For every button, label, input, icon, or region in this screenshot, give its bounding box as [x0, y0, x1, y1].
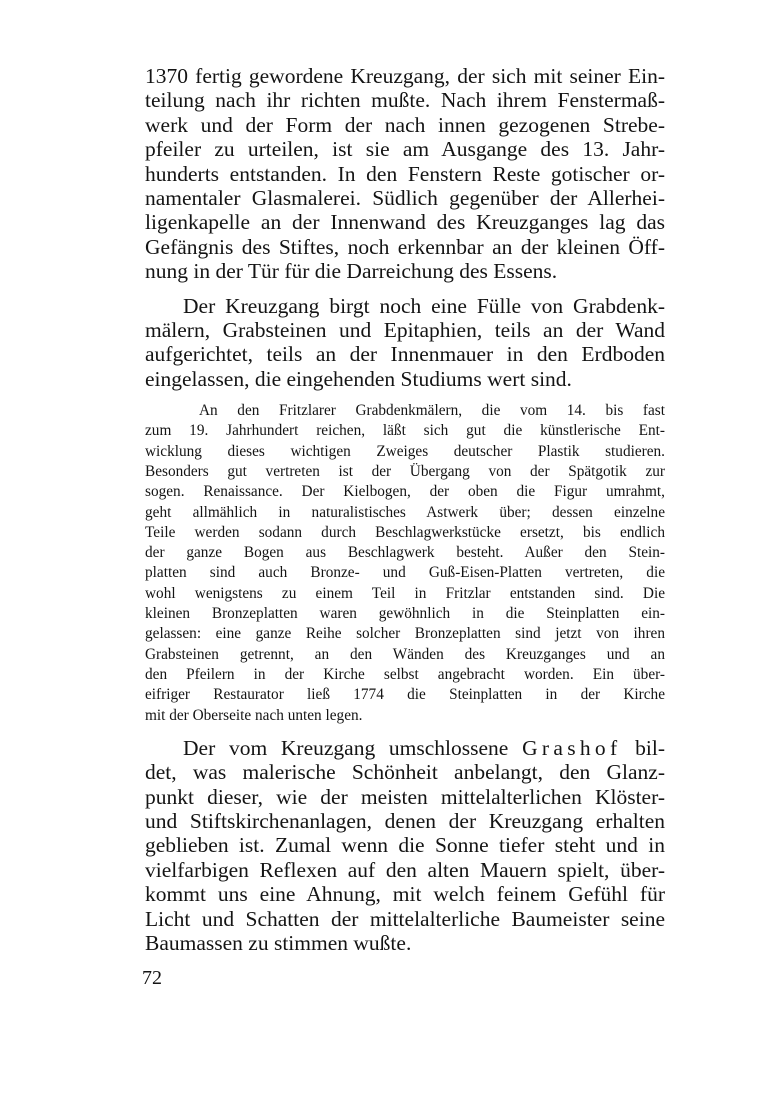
- text-line: hunderts entstanden. In den Fenstern Reste gotischer or-: [145, 161, 665, 186]
- note-line: platten sind auch Bronze- und Guß-Eisen-Platten vertreten, die: [145, 564, 665, 582]
- text-line: werk und der Form der nach innen gezogenen Strebe-: [145, 112, 665, 137]
- text-line: det, was malerische Schönheit anbelangt, den Glanz-: [145, 760, 665, 785]
- note-line: gelassen: eine ganze Reihe solcher Bronzeplatten sind jetzt von ihren: [145, 625, 665, 643]
- note-line: wicklung dieses wichtigen Zweiges deutscher Plastik studieren.: [145, 442, 665, 460]
- paragraph-cloister-continuation: [145, 64, 665, 284]
- text-line: kommt uns eine Ahnung, mit welch feinem Gefühl für: [145, 882, 665, 907]
- note-line: geht allmählich in naturalistisches Astwerk über; dessen einzelne: [145, 503, 665, 521]
- text-line: teilung nach ihr richten mußte. Nach ihrem Fenstermaß-: [145, 88, 665, 113]
- note-line: Besonders gut vertreten ist der Übergang von der Spätgotik zur: [145, 462, 665, 480]
- text-line: und Stiftskirchenanlagen, denen der Kreuzgang erhalten: [145, 809, 665, 833]
- text-line: Licht und Schatten der mittelalterliche Baumeister seine: [145, 906, 665, 931]
- text-line: Der Kreuzgang birgt noch eine Fülle von Grabdenk-: [183, 293, 665, 318]
- text-line: pfeiler zu urteilen, ist sie am Ausgange des 13. Jahr-: [145, 137, 665, 162]
- note-line: den Pfeilern in der Kirche selbst angebracht worden. Ein über-: [145, 665, 665, 683]
- text-line: Gefängnis des Stiftes, noch erkennbar an der kleinen Öff-: [145, 234, 665, 259]
- text-line: eingelassen, die eingehenden Studiums wert sind.: [145, 366, 572, 391]
- note-grave-monuments: [145, 401, 665, 726]
- text-line: mälern, Grabsteinen und Epitaphien, teils an der Wand: [145, 317, 665, 342]
- text-line: vielfarbigen Reflexen auf den alten Mauern spielt, über-: [145, 857, 665, 882]
- text-line: ligenkapelle an der Innenwand des Kreuzganges lag das: [145, 210, 665, 235]
- note-line: der ganze Bogen aus Beschlagwerk besteht. Außer den Stein-: [145, 544, 665, 562]
- paragraph-grave-monuments: [145, 294, 665, 392]
- note-line: wohl wenigstens zu einem Teil in Fritzlar entstanden sind. Die: [145, 584, 665, 602]
- note-line: Teile werden sodann durch Beschlagwerkstücke ersetzt, bis endlich: [145, 523, 665, 541]
- text-run: Der vom Kreuzgang umschlossene: [183, 735, 523, 760]
- text-line: [145, 736, 665, 760]
- text-line: geblieben ist. Zumal wenn die Sonne tiefer steht und in: [145, 833, 665, 858]
- note-line: Grabsteinen getrennt, an den Wänden des Kreuzganges und an: [145, 645, 665, 663]
- note-line: eifriger Restaurator ließ 1774 die Steinplatten in der Kirche: [145, 686, 665, 704]
- note-line: sogen. Renaissance. Der Kielbogen, der oben die Figur umrahmt,: [145, 483, 665, 501]
- text-line: punkt dieser, wie der meisten mittelalterlichen Klöster-: [145, 784, 665, 809]
- note-line: kleinen Bronzeplatten waren gewöhnlich in die Steinplatten ein-: [145, 605, 665, 623]
- text-run: bil-: [621, 735, 665, 760]
- spaced-term-grashof: Grashof: [522, 735, 622, 760]
- note-line: zum 19. Jahrhundert reichen, läßt sich gut die künstlerische Ent-: [145, 422, 665, 440]
- note-line: mit der Oberseite nach unten legen.: [145, 706, 363, 724]
- page-number: 72: [142, 967, 162, 989]
- text-line: nung in der Tür für die Darreichung des Essens.: [145, 259, 558, 284]
- paragraph-grashof: [145, 736, 665, 956]
- note-line: An den Fritzlarer Grabdenkmälern, die vom 14. bis fast: [199, 402, 665, 420]
- page-body: [145, 64, 665, 955]
- text-line: namentaler Glasmalerei. Südlich gegenüber der Allerhei-: [145, 185, 665, 210]
- text-line: 1370 fertig gewordene Kreuzgang, der sich mit seiner Ein-: [145, 64, 665, 88]
- text-line: Baumassen zu stimmen wußte.: [145, 930, 412, 955]
- text-line: aufgerichtet, teils an der Innenmauer in den Erdboden: [145, 342, 665, 367]
